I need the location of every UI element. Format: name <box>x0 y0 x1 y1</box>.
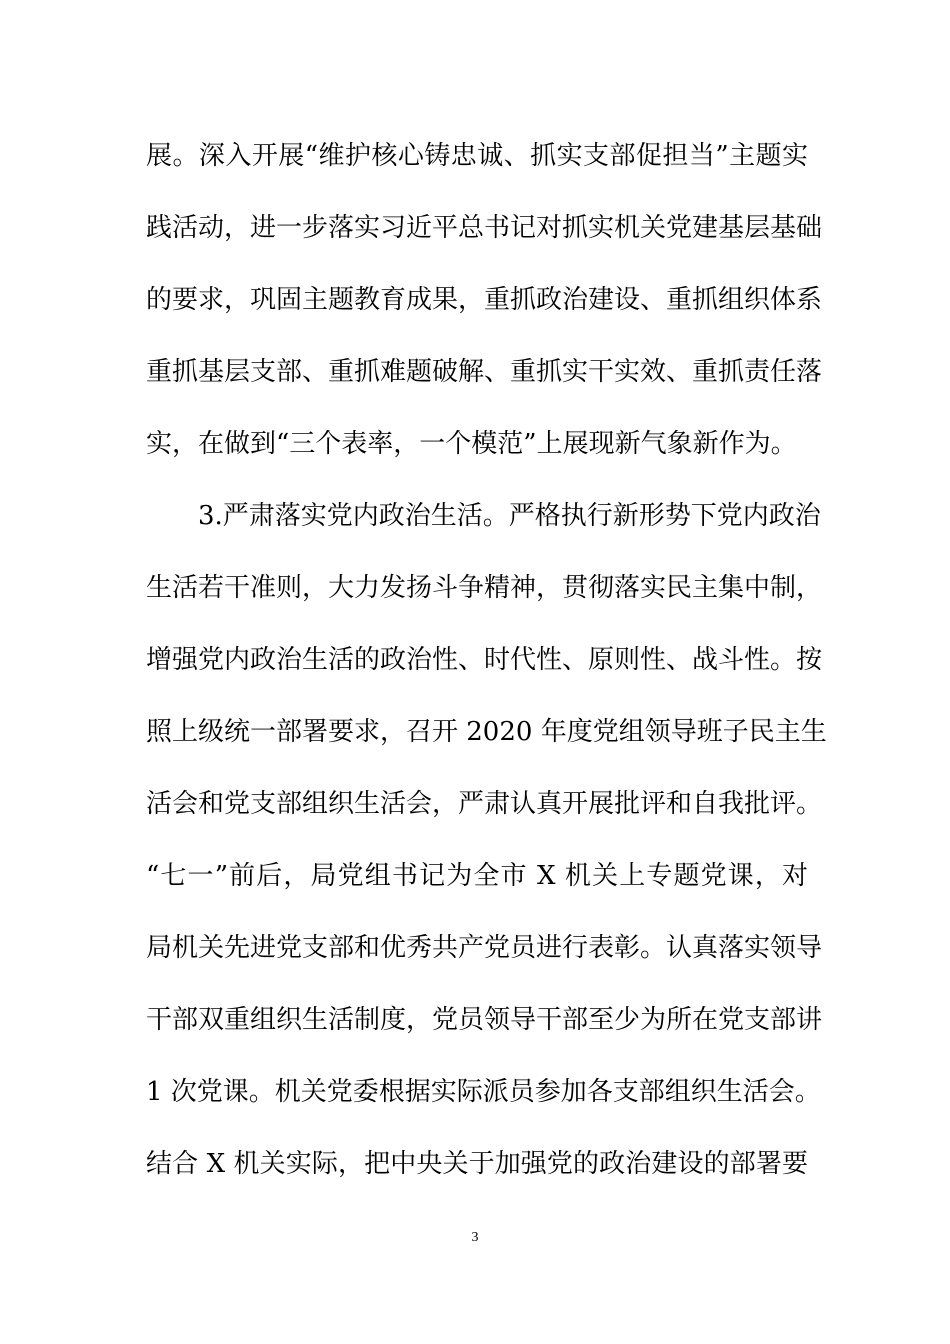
text-line: 的要求，巩固主题教育成果，重抓政治建设、重抓组织体系 <box>146 285 823 315</box>
text-line: 1 次党课。机关党委根据实际派员参加各支部组织生活会。 <box>146 1077 821 1107</box>
text-line: 重抓基层支部、重抓难题破解、重抓实干实效、重抓责任落 <box>146 357 823 387</box>
page-number: 3 <box>471 1230 479 1245</box>
text-line: 生活若干准则，大力发扬斗争精神，贯彻落实民主集中制， <box>146 573 823 603</box>
text-line: 增强党内政治生活的政治性、时代性、原则性、战斗性。按 <box>146 645 823 675</box>
text-line: 局机关先进党支部和优秀共产党员进行表彰。认真落实领导 <box>146 933 823 963</box>
text-line: 展。深入开展“维护核心铸忠诚、抓实支部促担当”主题实 <box>146 141 808 171</box>
text-line: 结合 X 机关实际，把中央关于加强党的政治建设的部署要 <box>146 1149 808 1179</box>
text-line: 实，在做到“三个表率，一个模范”上展现新气象新作为。 <box>146 429 797 459</box>
text-line: “七一”前后，局党组书记为全市 X 机关上专题党课，对 <box>146 861 808 891</box>
text-line: 活会和党支部组织生活会，严肃认真开展批评和自我批评。 <box>146 789 823 819</box>
section-heading-line: 3.严肃落实党内政治生活。严格执行新形势下党内政治 <box>198 501 821 531</box>
text-line: 践活动，进一步落实习近平总书记对抓实机关党建基层基础 <box>146 213 823 243</box>
text-line: 干部双重组织生活制度，党员领导干部至少为所在党支部讲 <box>146 1005 823 1035</box>
text-line: 照上级统一部署要求，召开 2020 年度党组领导班子民主生 <box>146 717 827 747</box>
